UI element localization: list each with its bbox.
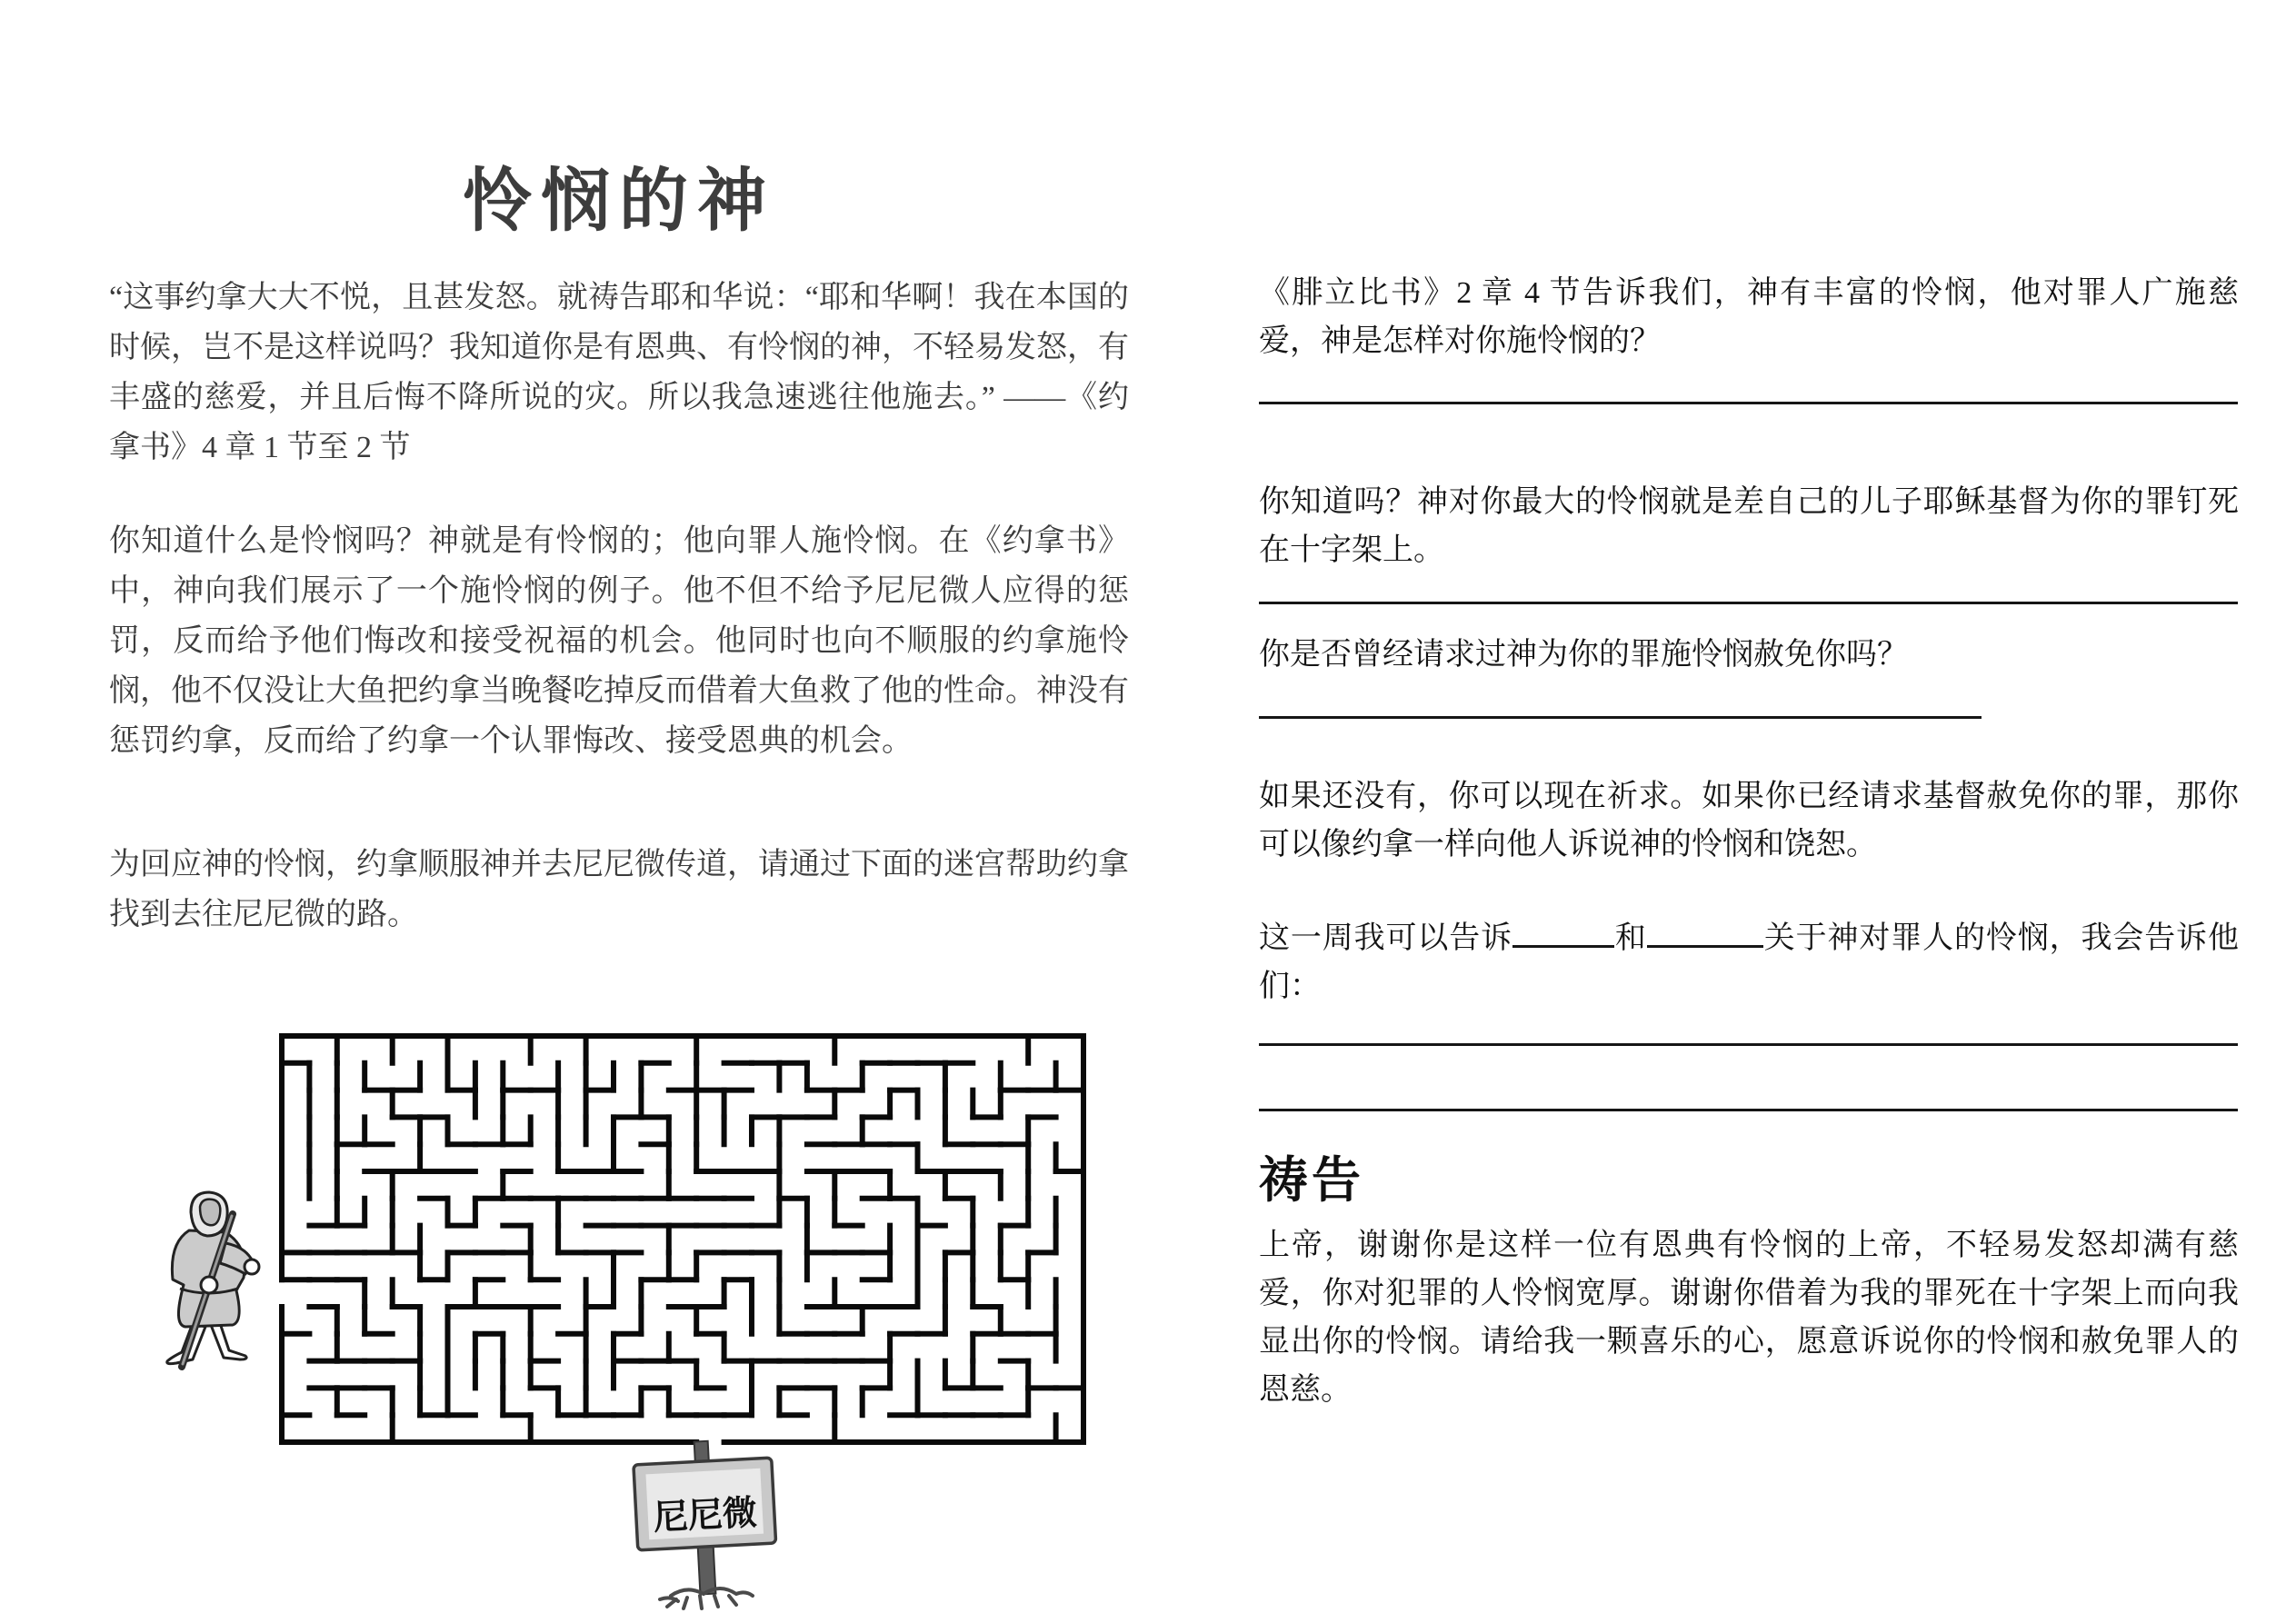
- fill-in-and: 和: [1614, 921, 1647, 955]
- maze-intro-paragraph: 为回应神的怜悯，约拿顺服神并去尼尼微传道，请通过下面的迷宫帮助约拿找到去往尼尼微的路。: [109, 848, 1129, 931]
- jonah-walking-with-staff-icon: [149, 1189, 269, 1375]
- answer-line-3: [1259, 716, 1982, 719]
- fill-in-after: 关于神对罪人的怜悯，我会告诉他们：: [1259, 921, 2240, 1003]
- page-title: 怜悯的神: [463, 164, 775, 240]
- answer-line-5: [1259, 1109, 2238, 1111]
- name-blank-2: [1647, 918, 1763, 948]
- question-3: 你是否曾经请求过神为你的罪施怜悯赦免你吗？: [1259, 638, 1908, 672]
- answer-line-1: [1259, 402, 2238, 404]
- answer-line-4: [1259, 1043, 2238, 1046]
- scripture-quote-paragraph: “这事约拿大大不悦，且甚发怒。就祷告耶和华说：“耶和华啊！我在本国的时候，岂不是这样说吗？我知道你是有恩典、有怜悯的神，不轻易发怒，有丰盛的慈爱，并且后悔不降所说的灾。所以我急速逃往他施去。” ——《约拿书》4 章 1 节至 2 节: [109, 281, 1129, 464]
- maze-walls: [282, 1036, 1083, 1442]
- prayer-heading: 祷告: [1259, 1153, 1364, 1208]
- fill-in-sentence: [1259, 914, 2239, 1011]
- question-1: 《腓立比书》2 章 4 节告诉我们，神有丰富的怜悯，他对罪人广施慈爱，神是怎样对你施怜悯的？: [1259, 276, 2239, 358]
- sign-label: 尼尼微: [652, 1494, 758, 1538]
- maze: [278, 1032, 1087, 1446]
- grass-icon: [660, 1588, 753, 1608]
- explanation-paragraph: 你知道什么是怜悯吗？神就是有怜悯的；他向罪人施怜悯。在《约拿书》中，神向我们展示了一个施怜悯的例子。他不但不给予尼尼微人应得的惩罚，反而给予他们悔改和接受祝福的机会。他同时也向不顺服的约拿施怜悯，他不仅没让大鱼把约拿当晚餐吃掉反而借着大鱼救了他的性命。神没有惩罚约拿，反而给了约拿一个认罪悔改、接受恩典的机会。: [109, 524, 1129, 758]
- prayer-paragraph: 上帝，谢谢你是这样一位有恩典有怜悯的上帝，不轻易发怒却满有慈爱，你对犯罪的人怜悯宽厚。谢谢你借着为我的罪死在十字架上而向我显出你的怜悯。请给我一颗喜乐的心，愿意诉说你的怜悯和赦免罪人的恩慈。: [1259, 1229, 2239, 1407]
- name-blank-1: [1512, 918, 1614, 948]
- nineveh-signpost: [624, 1439, 787, 1617]
- answer-line-2: [1259, 602, 2238, 604]
- statement-4: 如果还没有，你可以现在祈求。如果你已经请求基督赦免你的罪，那你可以像约拿一样向他人诉说神的怜悯和饶恕。: [1259, 780, 2239, 861]
- fill-in-before: 这一周我可以告诉: [1259, 921, 1513, 955]
- statement-2: 你知道吗？神对你最大的怜悯就是差自己的儿子耶稣基督为你的罪钉死在十字架上。: [1259, 485, 2239, 567]
